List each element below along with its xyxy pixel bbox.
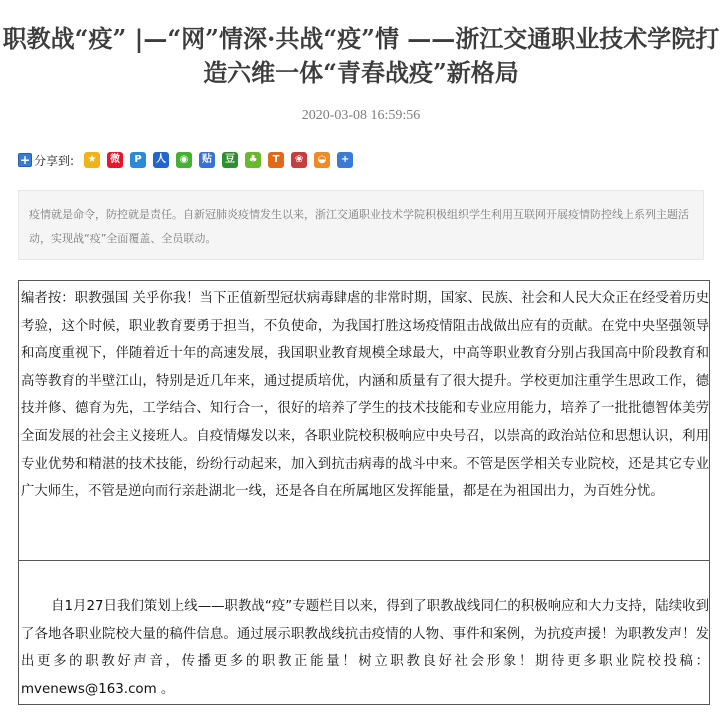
- article-summary: [18, 190, 704, 260]
- renren-icon[interactable]: 人: [153, 152, 169, 168]
- share-bar: [18, 150, 360, 170]
- tieba-icon[interactable]: 贴: [199, 152, 215, 168]
- share-icons: [84, 152, 360, 168]
- editor-note: [18, 280, 710, 560]
- editor-note-text: 编者按：职教强国 关乎你我！当下正值新型冠状病毒肆虐的非常时期，国家、民族、社会和人民大众正在经受着历史考验，这个时候，职业教育要勇于担当，不负使命，为我国打胜这场疫情阻击战做出应有的贡献。在党中央坚强领导和高度重视下，伴随着近十年的高速发展，我国职业教育规模全球最大，中高等职业教育分别占我国高中阶段教育和高等教育的半壁江山，特别是近几年来，通过提质培优，内涵和质量有了很大提升。学校更加注重学生思政工作，德技并修、德育为先，工学结合、知行合一，很好的培养了学生的技术技能和专业应用能力，培养了一批批德智体美劳全面发展的社会主义接班人。自疫情爆发以来，各职业院校积极响应中央号召，以崇高的政治站位和思想认识，利用专业优势和精湛的技术技能，纷纷行动起来，加入到抗击病毒的战斗中来。不管是医学相关专业院校，还是其它专业广大师生，不管是逆向而行亲赴湖北一线，还是各自在所属地区发挥能量，都是在为祖国出力，为百姓分忧。: [21, 291, 709, 500]
- summary-text: 疫情就是命令，防控就是责任。自新冠肺炎疫情发生以来，浙江交通职业技术学院积极组织学生利用互联网开展疫情防控线上系列主题活动，实现战“疫”全面覆盖、全员联动。: [29, 208, 689, 245]
- article-title: 职教战“疫” |—“网”情深·共战“疫”情 ——浙江交通职业技术学院打造六维一体“青春战疫”新格局: [2, 24, 720, 88]
- sohu-icon[interactable]: ◒: [314, 152, 330, 168]
- column-intro-text: 自1月27日我们策划上线——职教战“疫”专题栏目以来，得到了职教战线同仁的积极响应和大力支持，陆续收到了各地各职业院校大量的稿件信息。通过展示职教战线抗击疫情的人物、事件和案例，为抗疫声援！为职教发声！发出更多的职教好声音，传播更多的职教正能量！树立职教良好社会形象！期待更多职业院校投稿：mvenews@163.com 。: [21, 599, 709, 697]
- douban-icon[interactable]: 豆: [222, 152, 238, 168]
- share-plus-icon[interactable]: +: [19, 153, 31, 167]
- tencent-weibo-icon[interactable]: P: [130, 152, 146, 168]
- column-intro: [18, 560, 710, 705]
- share-label: 分享到:: [34, 153, 75, 168]
- weibo-icon[interactable]: 微: [107, 152, 123, 168]
- baidu-hi-icon[interactable]: ❀: [291, 152, 307, 168]
- wechat-icon[interactable]: ◉: [176, 152, 192, 168]
- qzone-icon[interactable]: ★: [84, 152, 100, 168]
- publish-date: 2020-03-08 16:59:56: [301, 108, 421, 123]
- more-share-icon[interactable]: +: [337, 152, 353, 168]
- kaixin-icon[interactable]: ♣: [245, 152, 261, 168]
- tianya-icon[interactable]: T: [268, 152, 284, 168]
